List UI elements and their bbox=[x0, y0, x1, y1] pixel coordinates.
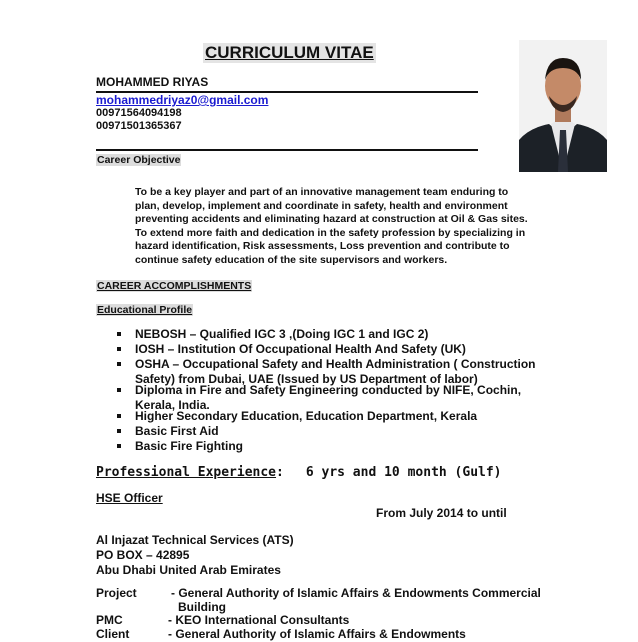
bullet-icon bbox=[117, 332, 121, 336]
bullet-icon bbox=[117, 388, 121, 392]
bullet-icon bbox=[117, 444, 121, 448]
education-item: NEBOSH – Qualified IGC 3 ,(Doing IGC 1 and IGC 2) bbox=[118, 327, 428, 342]
bullet-icon bbox=[117, 429, 121, 433]
education-item: Diploma in Fire and Safety Engineering conducted by NIFE, Cochin, Kerala, India. bbox=[118, 383, 521, 414]
company-address: Al Injazat Technical Services (ATS) PO BOX – 42895 Abu Dhabi United Arab Emirates bbox=[96, 533, 294, 577]
career-objective-heading: Career Objective bbox=[97, 154, 181, 166]
accomplishments-heading: CAREER ACCOMPLISHMENTS bbox=[97, 280, 252, 292]
client-row: Client - General Authority of Islamic Affairs & Endowments bbox=[96, 627, 466, 641]
education-item: Basic First Aid bbox=[118, 424, 219, 439]
education-item: IOSH – Institution Of Occupational Health And Safety (UK) bbox=[118, 342, 466, 357]
candidate-name: MOHAMMED RIYAS bbox=[96, 75, 209, 89]
project-row-cont: Building bbox=[178, 600, 226, 614]
education-item: OSHA – Occupational Safety and Health Administration ( Construction Safety) from Dubai, UAE (Issued by US Department of labor) bbox=[118, 357, 536, 388]
project-row: Project - General Authority of Islamic Affairs & Endowments Commercial bbox=[96, 586, 541, 600]
phone-2: 00971501365367 bbox=[96, 120, 182, 132]
bullet-icon bbox=[117, 347, 121, 351]
bullet-icon bbox=[117, 414, 121, 418]
email-link[interactable]: mohammedriyaz0@gmail.com bbox=[96, 93, 269, 107]
education-item: Basic Fire Fighting bbox=[118, 439, 243, 454]
document-title: CURRICULUM VITAE bbox=[205, 43, 374, 62]
education-item: Higher Secondary Education, Education Department, Kerala bbox=[118, 409, 477, 424]
career-objective-text: To be a key player and part of an innovative management team enduring to plan, develop, implement and coordinate in safety, health and environment preventing accidents and eliminating hazard at construction at Oil & Gas sites. To extend more faith and dedication in the safety profession by specializing in hazard identification, Risk assessments, Loss prevention and contribute to continue safety education of the site supervisors and workers. bbox=[135, 186, 528, 266]
job-period: From July 2014 to until bbox=[376, 506, 507, 520]
job-role: HSE Officer bbox=[96, 491, 163, 505]
profile-photo bbox=[519, 40, 607, 172]
bullet-icon bbox=[117, 362, 121, 366]
pmc-row: PMC - KEO International Consultants bbox=[96, 613, 350, 627]
experience-header: Professional Experience: 6 yrs and 10 month (Gulf) bbox=[96, 465, 502, 480]
phone-1: 00971564094198 bbox=[96, 107, 182, 119]
divider bbox=[96, 149, 478, 151]
education-heading: Educational Profile bbox=[97, 304, 193, 316]
